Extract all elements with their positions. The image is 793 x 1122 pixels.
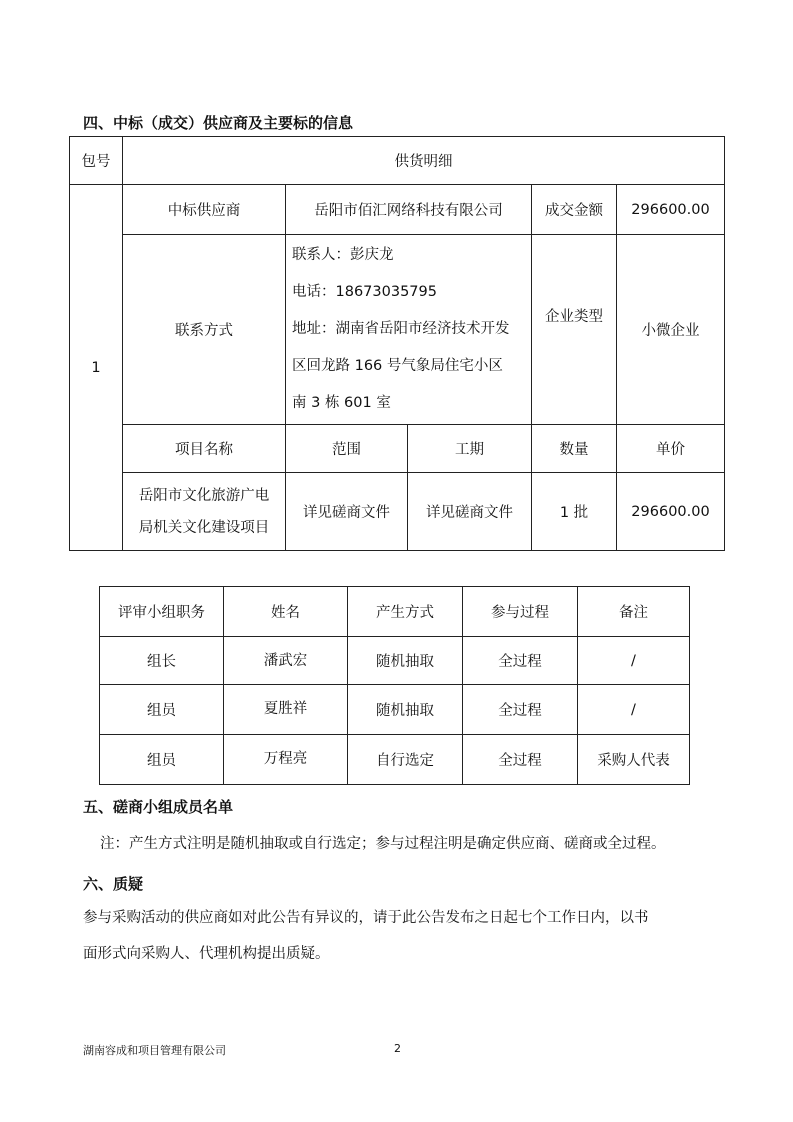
contact-person: 联系人：彭庆龙	[292, 247, 394, 263]
item-name-line-2: 局机关文化建设项目	[138, 519, 270, 536]
item-scope-header: 范围	[286, 425, 408, 473]
panel-role: 组员	[100, 685, 224, 735]
item-price: 296600.00	[617, 473, 725, 551]
contact-label: 联系方式	[123, 235, 286, 425]
section6-text-line-2: 面形式向采购人、代理机构提出质疑。	[83, 946, 330, 962]
winner-info-table	[69, 136, 725, 551]
winner-label: 中标供应商	[123, 185, 286, 235]
footer-company: 湖南容成和项目管理有限公司	[83, 1044, 226, 1057]
item-price-header: 单价	[617, 425, 725, 473]
item-period-header: 工期	[408, 425, 532, 473]
section5-note: 注：产生方式注明是随机抽取或自行选定；参与过程注明是确定供应商、磋商或全过程。	[100, 836, 666, 852]
detail-header: 供货明细	[123, 137, 725, 185]
panel-method: 随机抽取	[348, 637, 463, 685]
item-qty: 1 批	[532, 473, 617, 551]
panel-name: 夏胜祥	[224, 685, 348, 735]
enterprise-type-label: 企业类型	[532, 235, 617, 425]
package-header: 包号	[70, 137, 123, 185]
table-row	[100, 685, 690, 735]
panel-header-name: 姓名	[224, 587, 348, 637]
panel-remark: /	[578, 685, 690, 735]
panel-role: 组员	[100, 735, 224, 785]
panel-method: 自行选定	[348, 735, 463, 785]
section6-heading: 六、质疑	[83, 875, 144, 893]
item-name-line-1: 岳阳市文化旅游广电	[138, 487, 270, 504]
contact-address-line-3: 南 3 栋 601 室	[292, 395, 391, 411]
table-row	[100, 637, 690, 685]
panel-header-process: 参与过程	[463, 587, 578, 637]
section6-text-line-1: 参与采购活动的供应商如对此公告有异议的，请于此公告发布之日起七个工作日内，以书	[83, 910, 649, 926]
amount-value: 296600.00	[617, 185, 725, 235]
panel-name: 万程亮	[224, 735, 348, 785]
amount-label: 成交金额	[532, 185, 617, 235]
contact-phone: 电话：18673035795	[292, 284, 437, 300]
item-name-header: 项目名称	[123, 425, 286, 473]
panel-process: 全过程	[463, 735, 578, 785]
panel-name: 潘武宏	[224, 637, 348, 685]
panel-role: 组长	[100, 637, 224, 685]
panel-method: 随机抽取	[348, 685, 463, 735]
panel-process: 全过程	[463, 685, 578, 735]
contact-address-line-2: 区回龙路 166 号气象局住宅小区	[292, 358, 503, 374]
panel-members-table	[99, 586, 690, 785]
page-number: 2	[394, 1042, 401, 1055]
panel-process: 全过程	[463, 637, 578, 685]
item-qty-header: 数量	[532, 425, 617, 473]
panel-header-remark: 备注	[578, 587, 690, 637]
section5-heading: 五、磋商小组成员名单	[83, 798, 234, 816]
panel-remark: 采购人代表	[578, 735, 690, 785]
package-number: 1	[70, 185, 123, 551]
contact-details	[286, 235, 532, 425]
winner-name: 岳阳市佰汇网络科技有限公司	[286, 185, 532, 235]
item-scope: 详见磋商文件	[286, 473, 408, 551]
panel-header-role: 评审小组职务	[100, 587, 224, 637]
table-row	[100, 735, 690, 785]
panel-header-method: 产生方式	[348, 587, 463, 637]
enterprise-type-value: 小微企业	[617, 235, 725, 425]
section4-heading: 四、中标（成交）供应商及主要标的信息	[83, 114, 354, 132]
item-period: 详见磋商文件	[408, 473, 532, 551]
panel-remark: /	[578, 637, 690, 685]
item-name	[123, 473, 286, 551]
contact-address-line-1: 地址：湖南省岳阳市经济技术开发	[292, 321, 510, 337]
